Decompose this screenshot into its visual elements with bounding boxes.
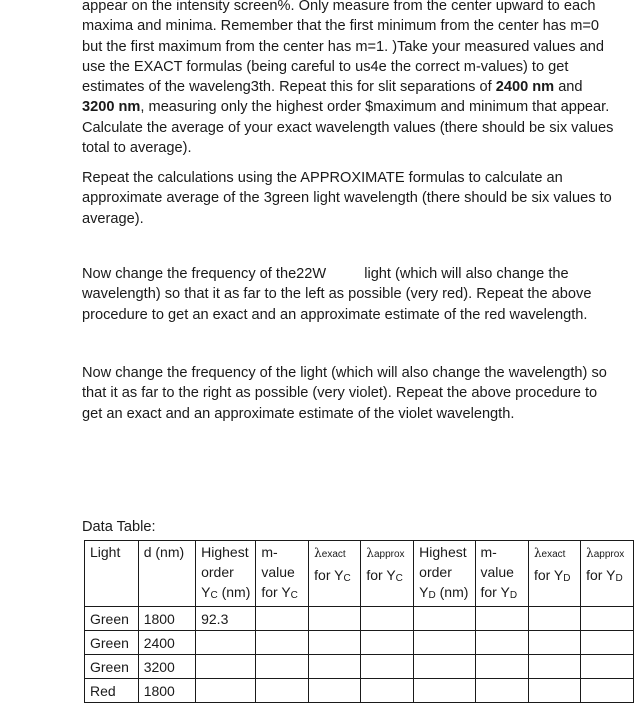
header-highest-order-yd: Highest order YD (nm) [414,541,475,607]
cell-yd[interactable] [414,607,475,631]
header-m-value-yc: m- value for YC [256,541,309,607]
cell-approx-yc[interactable] [361,607,414,631]
cell-yd[interactable] [414,631,475,655]
cell-d: 2400 [138,631,195,655]
cell-exact-yd[interactable] [528,607,580,631]
instruction-paragraph-1 [82,0,617,158]
cell-yc[interactable]: 92.3 [196,607,256,631]
cell-m-yc[interactable] [256,631,309,655]
cell-m-yd[interactable] [475,607,528,631]
cell-d: 1800 [138,607,195,631]
cell-exact-yd[interactable] [528,679,580,703]
cell-approx-yd[interactable] [581,607,634,631]
cell-exact-yc[interactable] [309,655,361,679]
header-light: Light [85,541,139,607]
cell-approx-yc[interactable] [361,655,414,679]
cell-exact-yd[interactable] [528,655,580,679]
cell-m-yd[interactable] [475,631,528,655]
instruction-paragraph-2: Repeat the calculations using the APPROXIMATE formulas to calculate an approximate average of the 3green light wavelength (there should be six values to average). [82,170,612,227]
cell-exact-yc[interactable] [309,631,361,655]
cell-m-yc[interactable] [256,607,309,631]
cell-light: Green [85,655,139,679]
cell-m-yc[interactable] [256,655,309,679]
cell-yd[interactable] [414,679,475,703]
cell-d: 3200 [138,655,195,679]
data-table [84,540,634,703]
table-row [85,631,634,655]
cell-m-yd[interactable] [475,655,528,679]
table-row [85,679,634,703]
cell-light: Green [85,607,139,631]
table-row [85,607,634,631]
header-lambda-exact-yc: λexact for YC [309,541,361,607]
data-table-caption: Data Table: [82,519,156,535]
header-lambda-exact-yd: λexact for YD [528,541,580,607]
cell-exact-yc[interactable] [309,679,361,703]
cell-approx-yc[interactable] [361,631,414,655]
p1-bold-2400: 2400 nm [495,79,555,96]
cell-yc[interactable] [196,631,256,655]
cell-approx-yd[interactable] [581,631,634,655]
cell-exact-yd[interactable] [528,631,580,655]
cell-d: 1800 [138,679,195,703]
header-m-value-yd: m- value for YD [475,541,528,607]
header-d: d (nm) [138,541,195,607]
header-highest-order-yc: Highest order YC (nm) [196,541,256,607]
instruction-paragraph-3 [82,264,617,325]
cell-light: Green [85,631,139,655]
p1-text-c: and [554,79,583,96]
cell-exact-yc[interactable] [309,607,361,631]
p3-text-a: Now change the frequency of the22W [82,266,327,282]
cell-yc[interactable] [196,679,256,703]
cell-m-yc[interactable] [256,679,309,703]
instruction-paragraph-4: Now change the frequency of the light (which will also change the wavelength) so that it as far to the right as possible (very violet). Repeat the above procedure to get an exact and an approximate estimate of the violet wavelength. [82,365,607,422]
cell-approx-yd[interactable] [581,655,634,679]
p1-text-d: , measuring only the highest order $maximum and minimum that appear. Calculate the average of your exact wavelength values (there should be six values total to average). [82,99,614,157]
cell-yd[interactable] [414,655,475,679]
cell-m-yd[interactable] [475,679,528,703]
p1-text-a: appear on the intensity screen%. Only measure from the center upward to each maxima and minima. Remember that the first minimum from the center has m=0 but the first maximum from the center has m=1. )Take your measured values and use the EXACT formulas (being careful to us4e the correct m-values) to get estimates of the waveleng3th. Repeat this for slit separations of [82,0,604,96]
cell-approx-yd[interactable] [581,679,634,703]
p3-text-b: light (which will also change the wavelength) so that it as far to the left as possible (very red). Repeat the above procedure to get an exact and an approximate estimate of the red wavelength. [82,266,592,323]
cell-light: Red [85,679,139,703]
header-lambda-approx-yd: λapprox for YD [581,541,634,607]
header-lambda-approx-yc: λapprox for YC [361,541,414,607]
cell-approx-yc[interactable] [361,679,414,703]
table-row [85,655,634,679]
p1-bold-3200: 3200 nm [82,99,141,116]
table-header-row [85,541,634,607]
cell-yc[interactable] [196,655,256,679]
